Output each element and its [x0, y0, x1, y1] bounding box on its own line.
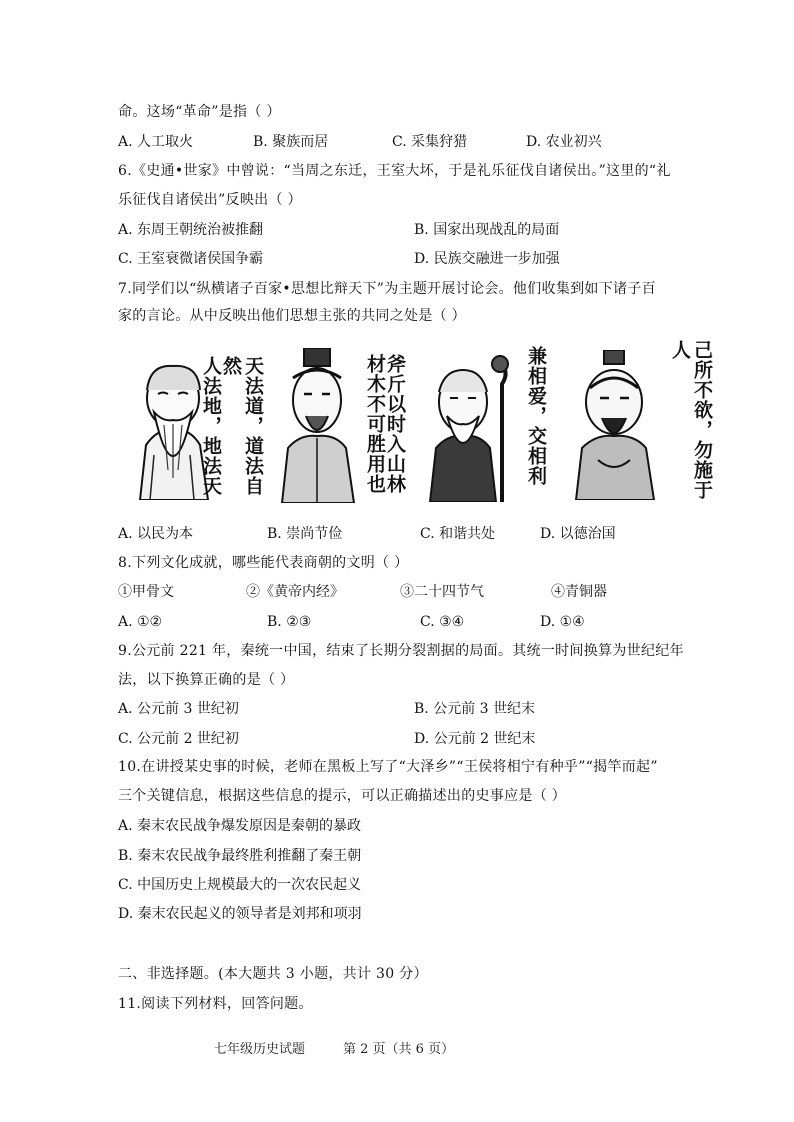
- mencius-illustration: [272, 348, 362, 507]
- q7-option-a: A. 以民为本: [118, 526, 194, 542]
- q9-option-b: B. 公元前 3 世纪末: [414, 701, 535, 717]
- q10-option-c: C. 中国历史上规模最大的一次农民起义: [118, 877, 362, 893]
- q5-option-a: A. 人工取火: [118, 134, 194, 150]
- q6-option-d: D. 民族交融进一步加强: [414, 251, 560, 267]
- q9-option-d: D. 公元前 2 世纪末: [414, 731, 536, 747]
- section2-heading: 二、非选择题。(本大题共 3 小题，共计 30 分）: [118, 966, 428, 982]
- q8-option-a: A. ①②: [118, 614, 163, 630]
- q8-stem: 8.下列文化成就，哪些能代表商朝的文明（ ）: [118, 555, 409, 571]
- q5-option-b: B. 聚族而居: [253, 134, 329, 150]
- q5-stem: 命。这场“革命”是指（ ）: [118, 104, 281, 120]
- q7-option-d: D. 以德治国: [540, 526, 616, 542]
- q10-option-a: A. 秦末农民战争爆发原因是秦朝的暴政: [118, 818, 362, 834]
- q9-stem-line2: 法，以下换算正确的是（ ）: [118, 672, 295, 688]
- q5-option-c: C. 采集狩猎: [392, 134, 468, 150]
- q8-item-2: ②《黄帝内经》: [246, 584, 344, 600]
- q7-stem-line2: 家的言论。从中反映出他们思想主张的共同之处是（ ）: [118, 308, 466, 324]
- mencius-quote-col2: 材木不可胜用也: [364, 354, 386, 494]
- q9-option-a: A. 公元前 3 世纪初: [118, 701, 239, 717]
- q9-stem-line1: 9.公元前 221 年，秦统一中国，结束了长期分裂割据的局面。其统一时间换算为世纪纪年: [118, 643, 684, 659]
- confucius-illustration: [568, 350, 663, 504]
- q8-option-d: D. ①④: [540, 614, 585, 630]
- q8-item-1: ①甲骨文: [118, 584, 174, 600]
- q6-option-c: C. 王室衰微诸侯国争霸: [118, 251, 264, 267]
- q7-option-b: B. 崇尚节俭: [267, 526, 343, 542]
- footer-page-number: 第 2 页（共 6 页）: [343, 1042, 455, 1057]
- mencius-quote-col1: 斧斤以时入山林: [384, 354, 406, 494]
- q7-stem-line1: 7.同学们以“纵横诸子百家•思想比辩天下”为主题开展讨论会。他们收集到如下诸子百: [118, 281, 656, 297]
- q9-option-c: C. 公元前 2 世纪初: [118, 731, 239, 747]
- confucius-quote: 己所不欲，勿施于人: [669, 340, 713, 500]
- q5-option-d: D. 农业初兴: [526, 134, 602, 150]
- q8-option-c: C. ③④: [420, 614, 465, 630]
- mozi-illustration: [420, 352, 515, 506]
- q6-stem-line1: 6.《史通•世家》中曾说：“当周之东迁，王室大坏，于是礼乐征伐自诸侯出。”这里的“礼: [118, 163, 671, 179]
- laozi-quote-col1: 天法道，道法自然: [220, 356, 264, 496]
- mozi-quote: 兼相爱，交相利: [525, 346, 547, 486]
- q6-option-b: B. 国家出现战乱的局面: [414, 222, 560, 238]
- q7-option-c: C. 和谐共处: [420, 526, 496, 542]
- q10-stem-line1: 10.在讲授某史事的时候，老师在黑板上写了“大泽乡”“王侯将相宁有种乎”“揭竿而起”: [118, 759, 658, 775]
- q6-stem-line2: 乐征伐自诸侯出”反映出（ ）: [118, 192, 302, 208]
- q6-option-a: A. 东周王朝统治被推翻: [118, 222, 264, 238]
- footer-subject: 七年级历史试题: [214, 1042, 306, 1057]
- q8-item-3: ③二十四节气: [400, 584, 484, 600]
- q8-option-b: B. ②③: [267, 614, 312, 630]
- q8-item-4: ④青铜器: [551, 584, 607, 600]
- q10-option-d: D. 秦末农民起义的领导者是刘邦和项羽: [118, 906, 362, 922]
- q10-stem-line2: 三个关键信息，根据这些信息的提示，可以正确描述出的史事应是（ ）: [118, 788, 567, 804]
- laozi-quote-col2: 人法地，地法天: [200, 356, 222, 496]
- q11-stem: 11.阅读下列材料，回答问题。: [118, 996, 313, 1012]
- q10-option-b: B. 秦末农民战争最终胜利推翻了秦王朝: [118, 848, 362, 864]
